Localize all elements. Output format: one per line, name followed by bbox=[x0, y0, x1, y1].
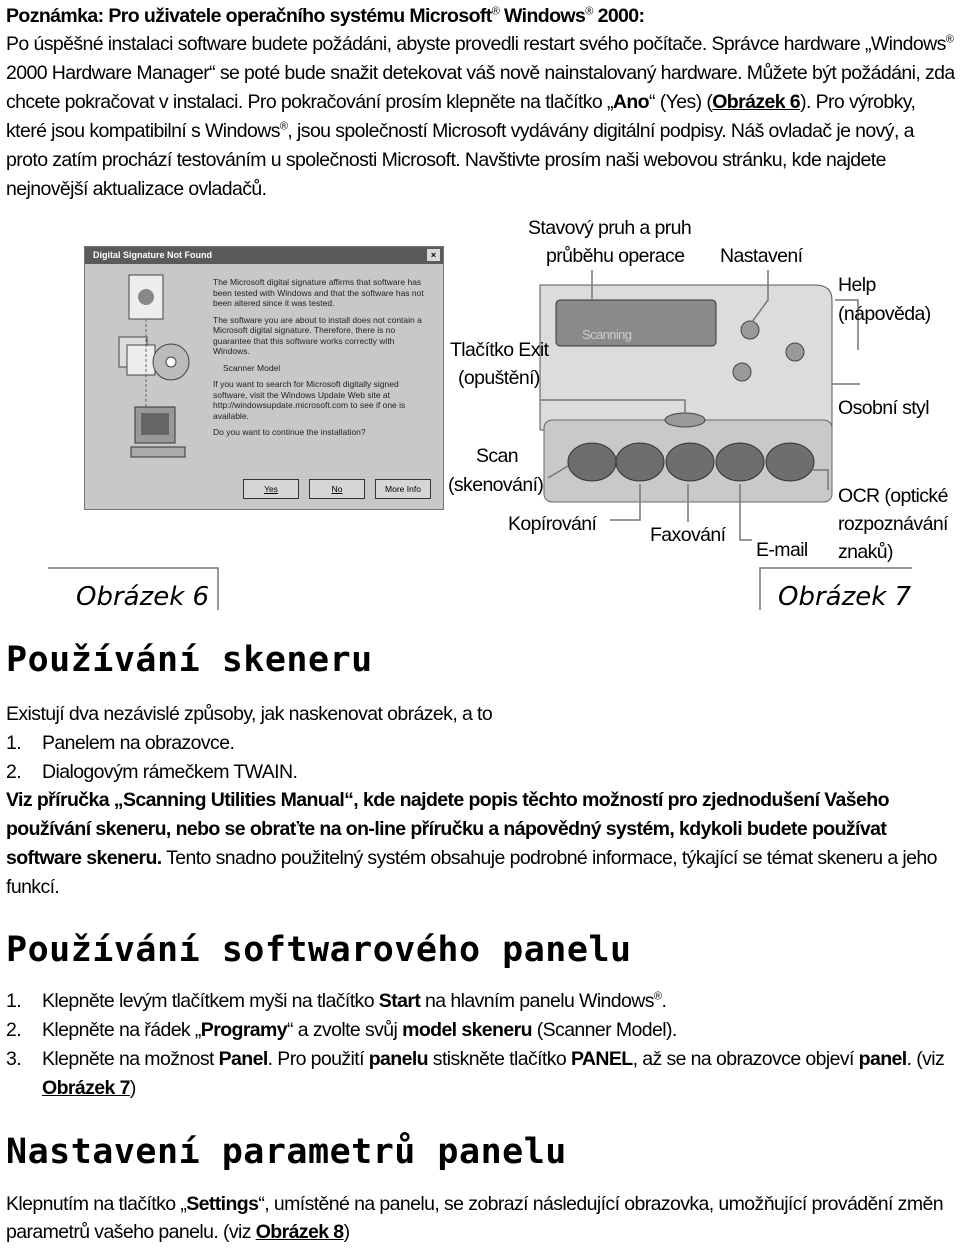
s3-text: Klepnutím na tlačítko „ bbox=[6, 1193, 187, 1215]
figure-7-panel bbox=[0, 0, 960, 620]
note-l4a: které jsou kompatibilní s Windows bbox=[6, 120, 280, 142]
s1-line-4: funkcí. bbox=[6, 876, 60, 898]
s1-item-1 bbox=[6, 729, 234, 758]
s1-item-2 bbox=[6, 758, 297, 787]
list-text: . bbox=[661, 990, 667, 1012]
list-number: 3. bbox=[6, 1048, 22, 1070]
figure-6-caption: Obrázek 6 bbox=[76, 582, 210, 612]
figure-8-ref: Obrázek 8 bbox=[255, 1221, 344, 1243]
s1-bold-1: Viz příručka „Scanning Utilities Manual“, kde najdete popis těchto možností pro zjednodušení Vašeho bbox=[6, 789, 889, 811]
s2-item-3-cont bbox=[6, 1074, 136, 1103]
reg-mark: ® bbox=[279, 120, 288, 133]
programs-label: Programy bbox=[200, 1019, 288, 1041]
s3-text: ) bbox=[343, 1221, 350, 1243]
note-line-2: 2000 Hardware Manager“ se poté bude snažit detekovat váš nově nainstalovaný hardware. Můžete být požádáni, zda bbox=[6, 62, 955, 84]
list-text: . Pro použití bbox=[267, 1048, 369, 1070]
note-heading-text: Poznámka: Pro uživatele operačního systému Microsoft bbox=[6, 5, 492, 27]
reg-mark: ® bbox=[491, 5, 500, 18]
panel-label: panelu bbox=[368, 1048, 428, 1070]
figure-7-ref: Obrázek 7 bbox=[42, 1077, 130, 1099]
settings-label: Settings bbox=[186, 1193, 259, 1215]
label-exit-2: (opuštění) bbox=[458, 367, 540, 389]
s1-bold-3: software skeneru. bbox=[6, 847, 162, 869]
reg-mark: ® bbox=[945, 33, 954, 46]
s1-intro: Existují dva nezávislé způsoby, jak naskenovat obrázek, a to bbox=[6, 703, 493, 725]
label-fax: Faxování bbox=[650, 524, 726, 546]
list-text: ) bbox=[129, 1077, 136, 1099]
s3-text: parametrů vašeho panelu. (viz bbox=[6, 1221, 256, 1243]
panel-label: panel bbox=[858, 1048, 907, 1070]
note-heading-mid: Windows bbox=[499, 5, 586, 27]
s3-line-1 bbox=[6, 1190, 956, 1219]
start-label: Start bbox=[378, 990, 421, 1012]
note-l3a: chcete pokračovat v instalaci. Pro pokračování prosím klepněte na tlačítko „ bbox=[6, 91, 613, 113]
note-l3b: “ (Yes) ( bbox=[649, 91, 713, 113]
label-ocr-2: rozpoznávání bbox=[838, 513, 948, 535]
dialog-paragraph-4: Do you want to continue the installation? bbox=[213, 427, 366, 437]
list-text: Panelem na obrazovce. bbox=[42, 732, 235, 754]
label-help-2: (nápověda) bbox=[838, 303, 931, 325]
reg-mark: ® bbox=[653, 990, 662, 1003]
dialog-scanner-model: Scanner Model bbox=[223, 362, 281, 373]
figure-6-ref: Obrázek 6 bbox=[712, 91, 801, 113]
list-number: 2. bbox=[6, 761, 22, 783]
close-icon[interactable]: × bbox=[427, 249, 440, 261]
s2-item-1 bbox=[6, 987, 666, 1016]
dialog-paragraph-2: The software you are about to install does not contain a Microsoft digital signature. Therefore, there is no guarantee that this software works correctly with Windows. bbox=[213, 314, 422, 356]
s1-bold-2: používání skeneru, nebo se obraťte na on-line příručku a nápovědný systém, kdykoli budete používat bbox=[6, 818, 887, 840]
no-button[interactable]: No bbox=[309, 479, 365, 499]
reg-mark: ® bbox=[585, 5, 593, 18]
s2-item-3 bbox=[6, 1045, 944, 1074]
note-l3c: ). Pro výrobky, bbox=[800, 91, 916, 113]
label-email: E-mail bbox=[756, 539, 808, 561]
dialog-paragraph-3: If you want to search for Microsoft digitally signed software, visit the Windows Update Web site at http://windowsupdate.microsoft.com to see if one is available. bbox=[213, 379, 406, 421]
label-style: Osobní styl bbox=[838, 397, 929, 419]
list-text: , až se na obrazovce objeví bbox=[632, 1048, 859, 1070]
s1-line-3 bbox=[6, 844, 956, 873]
list-number: 1. bbox=[6, 732, 22, 754]
label-status: Stavový pruh a pruh bbox=[528, 217, 692, 239]
label-help: Help bbox=[838, 274, 876, 296]
more-info-button[interactable]: More Info bbox=[375, 479, 431, 499]
label-status-2: průběhu operace bbox=[546, 245, 685, 267]
yes-button[interactable]: Yes bbox=[243, 479, 299, 499]
label-ocr-3: znaků) bbox=[838, 541, 893, 563]
panel-button-label: PANEL bbox=[570, 1048, 633, 1070]
list-number: 2. bbox=[6, 1019, 22, 1041]
list-text: na hlavním panelu Windows bbox=[420, 990, 654, 1012]
list-text: (Scanner Model). bbox=[531, 1019, 677, 1041]
scanner-model-label: model skeneru bbox=[402, 1019, 532, 1041]
ano-label: Ano bbox=[612, 91, 649, 113]
list-text: Klepněte na řádek „ bbox=[42, 1019, 201, 1041]
label-scan: Scan bbox=[476, 445, 519, 467]
section-title-scanner: Používání skeneru bbox=[6, 640, 373, 680]
label-settings: Nastavení bbox=[720, 245, 803, 267]
dialog-title: Digital Signature Not Found bbox=[93, 250, 212, 260]
list-text: stiskněte tlačítko bbox=[427, 1048, 571, 1070]
note-l4b: , jsou společností Microsoft vydávány digitální podpisy. Náš ovladač je nový, a bbox=[287, 120, 914, 142]
list-text: Klepněte na možnost bbox=[42, 1048, 219, 1070]
note-line-6: nejnovější aktualizace ovladačů. bbox=[6, 178, 267, 200]
s2-item-2 bbox=[6, 1016, 677, 1045]
s1-text-3: Tento snadno použitelný systém obsahuje podrobné informace, týkající se témat skeneru a jeho bbox=[161, 847, 937, 869]
s3-text: “, umístěné na panelu, se zobrazí následující obrazovka, umožňující provádění změn bbox=[258, 1193, 943, 1215]
list-number: 1. bbox=[6, 990, 22, 1012]
dialog-paragraph-1: The Microsoft digital signature affirms that software has been tested with Windows and that the software has not been altered since it was tested. bbox=[213, 277, 424, 308]
label-ocr: OCR (optické bbox=[838, 485, 948, 507]
s3-line-2 bbox=[6, 1218, 956, 1247]
note-heading-end: 2000: bbox=[592, 5, 645, 27]
label-scan-2: (skenování) bbox=[448, 474, 544, 496]
list-text: “ a zvolte svůj bbox=[287, 1019, 403, 1041]
panel-label: Panel bbox=[218, 1048, 268, 1070]
section-title-panel: Používání softwarového panelu bbox=[6, 930, 632, 970]
label-exit: Tlačítko Exit bbox=[450, 339, 549, 361]
list-text: Dialogovým rámečkem TWAIN. bbox=[42, 761, 298, 783]
screen-text: Scanning bbox=[582, 327, 632, 342]
figure-7-caption: Obrázek 7 bbox=[778, 582, 912, 612]
note-line-5: proto zatím prochází testováním u společnosti Microsoft. Navštivte prosím naši webovou stránku, kde najdete bbox=[6, 149, 886, 171]
section-title-settings: Nastavení parametrů panelu bbox=[6, 1132, 567, 1172]
list-text: . (viz bbox=[906, 1048, 945, 1070]
label-copy: Kopírování bbox=[508, 513, 597, 535]
list-text: Klepněte levým tlačítkem myši na tlačítko bbox=[42, 990, 379, 1012]
note-l1-text: Po úspěšné instalaci software budete požádáni, abyste provedli restart svého počítače. Správce hardware „Windows bbox=[6, 33, 946, 55]
